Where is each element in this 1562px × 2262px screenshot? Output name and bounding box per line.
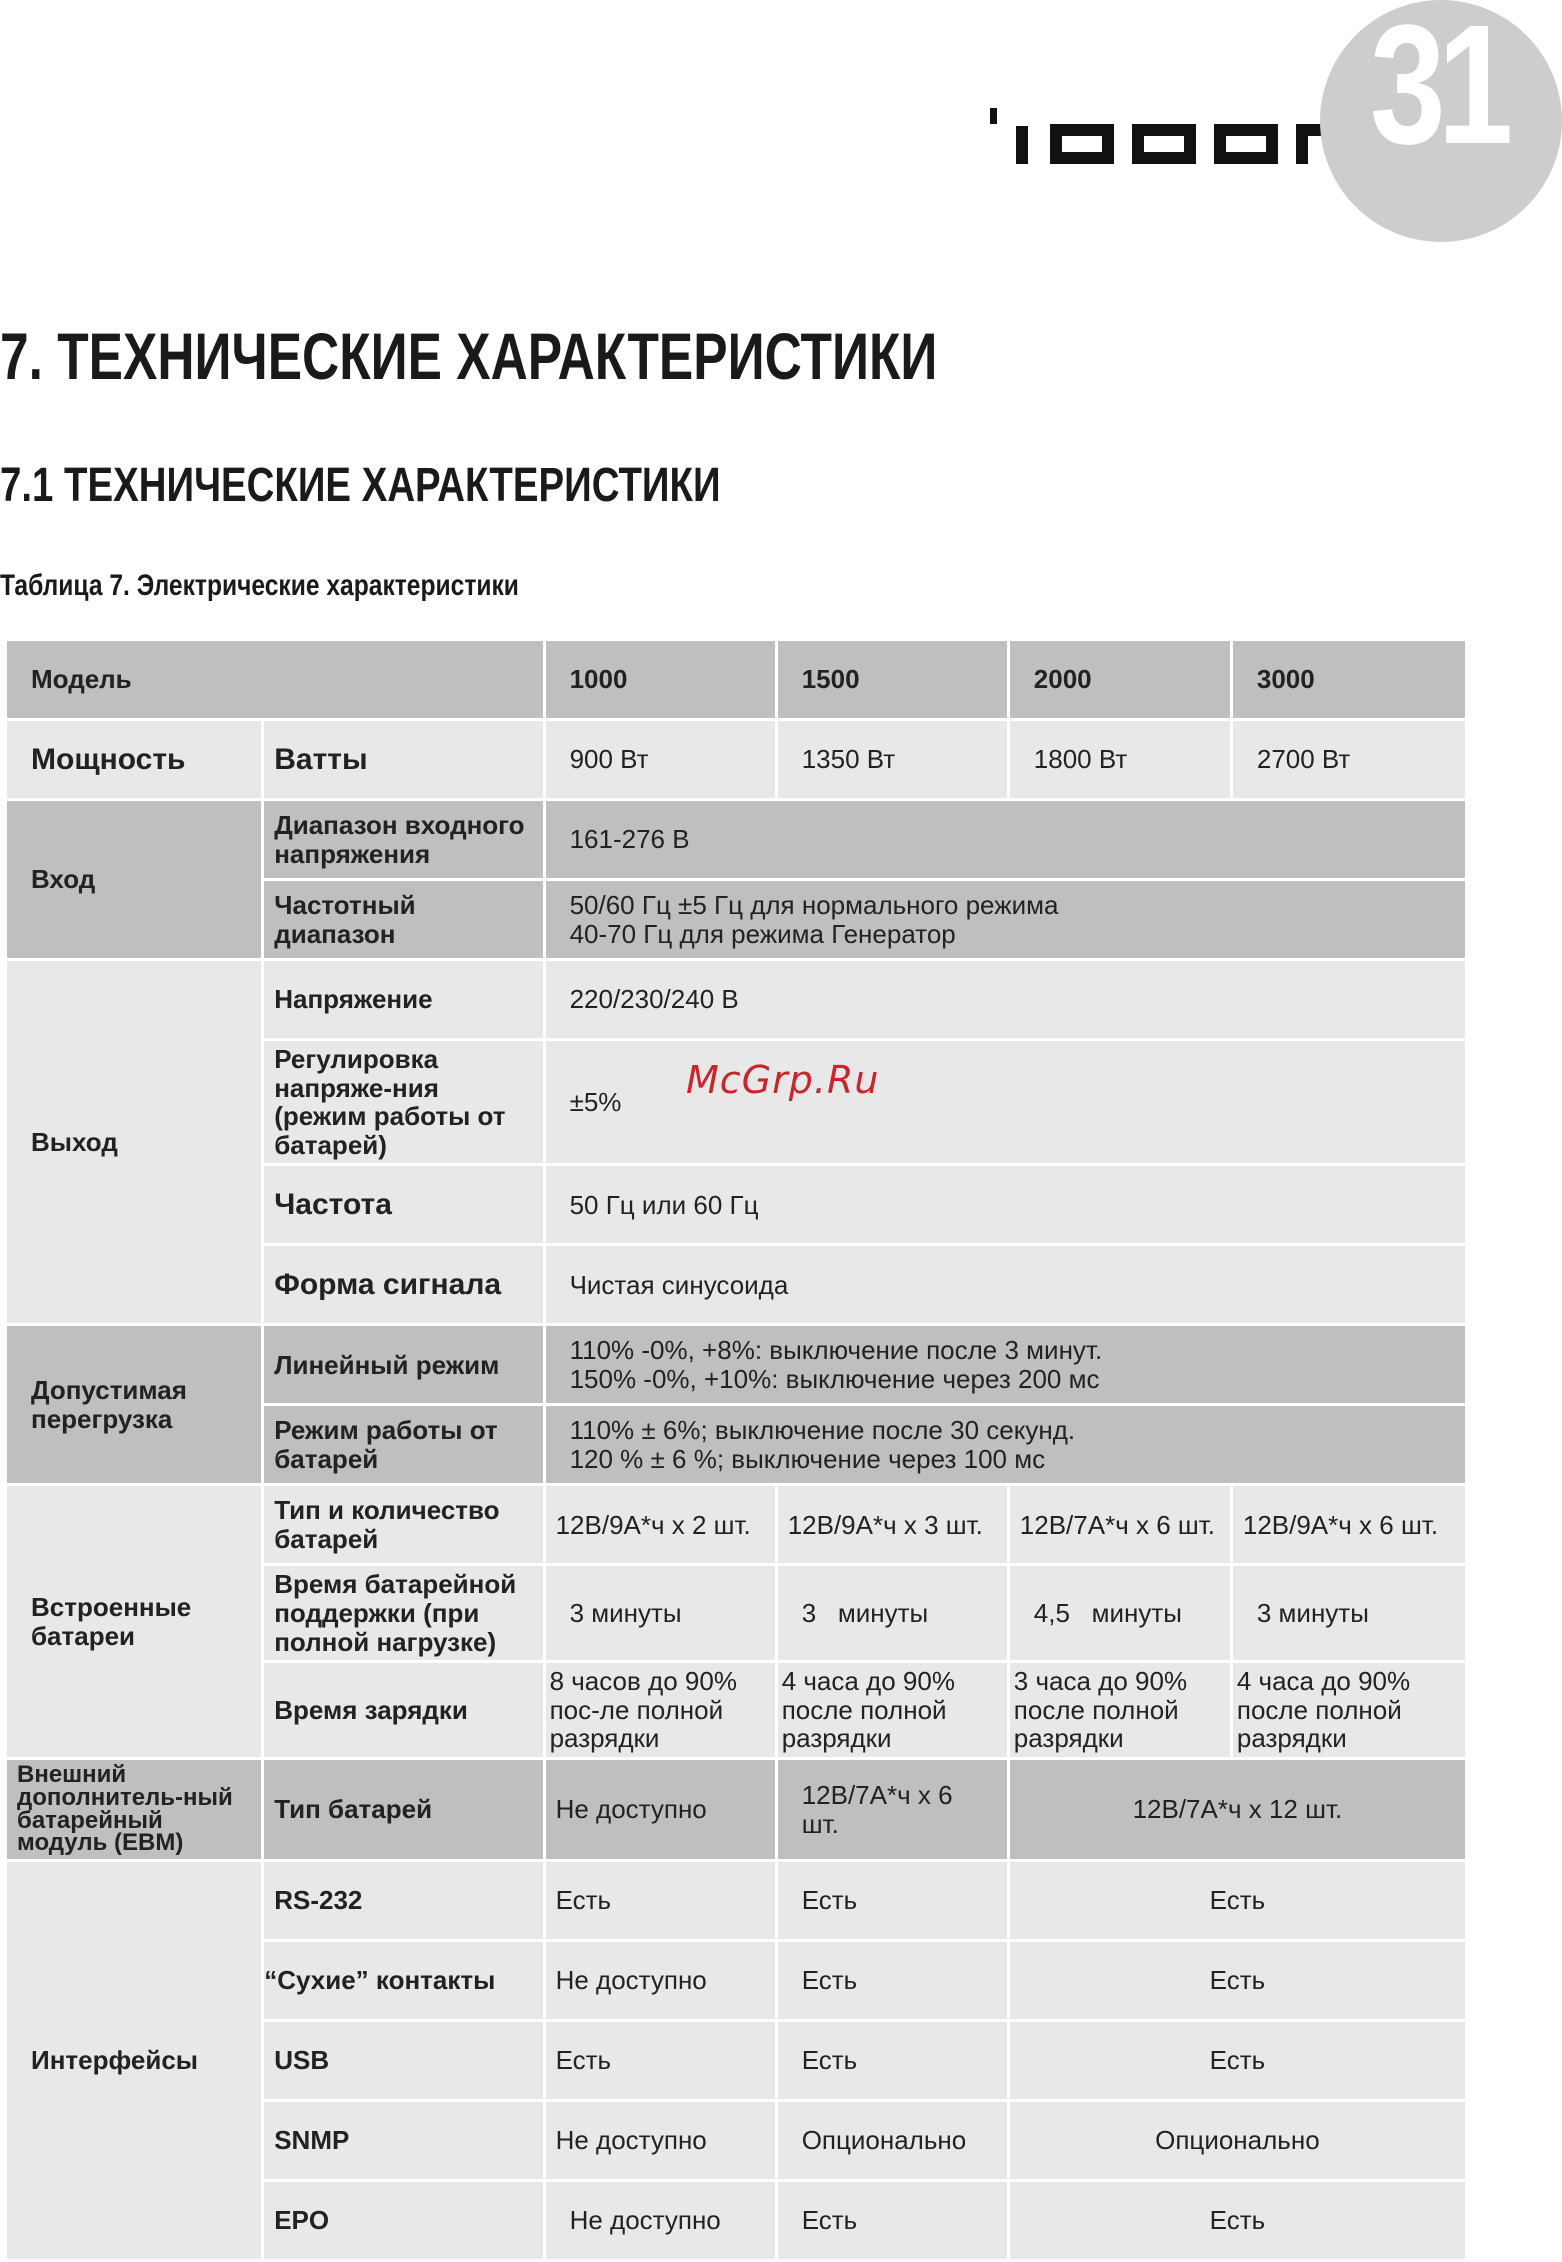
output-waveform-param: Форма сигнала bbox=[263, 1245, 544, 1325]
batteries-group: Встроенные батареи bbox=[6, 1485, 263, 1759]
ebm-param: Тип батарей bbox=[263, 1758, 544, 1860]
overload-battery-line-1: 110% ± 6%; выключение после 30 секунд. bbox=[569, 1415, 1076, 1446]
model-3000: 3000 bbox=[1231, 640, 1466, 720]
table-row-ebm bbox=[6, 1758, 1467, 1860]
table-caption: Таблица 7. Электрические характеристики bbox=[0, 569, 519, 602]
input-voltage-value: 161-276 В bbox=[544, 800, 1466, 880]
overload-line-param: Линейный режим bbox=[263, 1325, 544, 1405]
output-voltage-value: 220/230/240 В bbox=[544, 960, 1466, 1040]
model-2000: 2000 bbox=[1008, 640, 1231, 720]
battery-backup-3000: 3 минуты bbox=[1231, 1565, 1466, 1662]
rs232-1000: Есть bbox=[544, 1861, 776, 1941]
battery-charge-2000: 3 часа до 90% после полной разрядки bbox=[1008, 1662, 1231, 1759]
ebm-group: Внешний дополнитель-ный батарейный модуль (EBM) bbox=[6, 1758, 263, 1860]
input-freq-param: Частотный диапазон bbox=[263, 880, 544, 960]
output-regulation-value: ±5% bbox=[544, 1040, 1466, 1165]
battery-type-1000: 12В/9А*ч х 2 шт. bbox=[544, 1485, 776, 1565]
snmp-1500: Опционально bbox=[776, 2101, 1008, 2181]
overload-line-1: 110% -0%, +8%: выключение после 3 минут. bbox=[569, 1335, 1103, 1366]
input-freq-line-1: 50/60 Гц ±5 Гц для нормального режима bbox=[569, 889, 1059, 920]
input-voltage-param: Диапазон входного напряжения bbox=[263, 800, 544, 880]
overload-line-2: 150% -0%, +10%: выключение через 200 мс bbox=[569, 1363, 1100, 1394]
overload-battery-value bbox=[544, 1405, 1466, 1485]
usb-1500: Есть bbox=[776, 2021, 1008, 2101]
dry-contacts-2000-3000: Есть bbox=[1008, 1941, 1466, 2021]
overload-line-value bbox=[544, 1325, 1466, 1405]
dry-contacts-param: “Сухие” контакты bbox=[263, 1941, 544, 2021]
rs232-2000-3000: Есть bbox=[1008, 1861, 1466, 1941]
overload-group: Допустимая перегрузка bbox=[6, 1325, 263, 1485]
snmp-param: SNMP bbox=[263, 2101, 544, 2181]
usb-1000: Есть bbox=[544, 2021, 776, 2101]
page-number: 31 bbox=[1370, 0, 1506, 180]
dry-contacts-1000: Не доступно bbox=[544, 1941, 776, 2021]
battery-type-3000: 12В/9А*ч х 6 шт. bbox=[1231, 1485, 1466, 1565]
input-group: Вход bbox=[6, 800, 263, 960]
battery-charge-1500: 4 часа до 90% после полной разрядки bbox=[776, 1662, 1008, 1759]
battery-charge-param: Время зарядки bbox=[263, 1662, 544, 1759]
table-row-power bbox=[6, 720, 1467, 800]
battery-charge-3000: 4 часа до 90% после полной разрядки bbox=[1231, 1662, 1466, 1759]
table-row-model bbox=[6, 640, 1467, 720]
power-1500: 1350 Вт bbox=[776, 720, 1008, 800]
snmp-1000: Не доступно bbox=[544, 2101, 776, 2181]
usb-2000-3000: Есть bbox=[1008, 2021, 1466, 2101]
battery-backup-2000: 4,5 минуты bbox=[1008, 1565, 1231, 1662]
power-param: Ватты bbox=[263, 720, 544, 800]
model-1000: 1000 bbox=[544, 640, 776, 720]
table-row-overload-line bbox=[6, 1325, 1467, 1405]
ebm-1500: 12В/7А*ч х 6 шт. bbox=[776, 1758, 1008, 1860]
output-waveform-value: Чистая синусоида bbox=[544, 1245, 1466, 1325]
ebm-2000-3000: 12В/7А*ч х 12 шт. bbox=[1008, 1758, 1466, 1860]
power-1000: 900 Вт bbox=[544, 720, 776, 800]
electrical-specs-table bbox=[4, 638, 1468, 2262]
overload-battery-line-2: 120 % ± 6 %; выключение через 100 мс bbox=[569, 1443, 1046, 1474]
epo-1000: Не доступно bbox=[544, 2181, 776, 2261]
rs232-param: RS-232 bbox=[263, 1861, 544, 1941]
table-row-input-voltage bbox=[6, 800, 1467, 880]
watermark: McGrp.Ru bbox=[686, 1058, 880, 1102]
output-regulation-param: Регулировка напряже-ния (режим работы от батарей) bbox=[263, 1040, 544, 1165]
rs232-1500: Есть bbox=[776, 1861, 1008, 1941]
subsection-title: 7.1 ТЕХНИЧЕСКИЕ ХАРАКТЕРИСТИКИ bbox=[0, 459, 721, 512]
battery-backup-1000: 3 минуты bbox=[544, 1565, 776, 1662]
table-row-rs232 bbox=[6, 1861, 1467, 1941]
battery-charge-1000: 8 часов до 90% пос-ле полной разрядки bbox=[544, 1662, 776, 1759]
model-header: Модель bbox=[6, 640, 545, 720]
input-freq-line-2: 40-70 Гц для режима Генератор bbox=[569, 918, 956, 949]
input-freq-value bbox=[544, 880, 1466, 960]
battery-type-2000: 12В/7А*ч х 6 шт. bbox=[1008, 1485, 1231, 1565]
power-3000: 2700 Вт bbox=[1231, 720, 1466, 800]
battery-backup-1500: 3 минуты bbox=[776, 1565, 1008, 1662]
epo-param: EPO bbox=[263, 2181, 544, 2261]
output-frequency-value: 50 Гц или 60 Гц bbox=[544, 1165, 1466, 1245]
usb-param: USB bbox=[263, 2021, 544, 2101]
battery-type-param: Тип и количество батарей bbox=[263, 1485, 544, 1565]
battery-backup-param: Время батарейной поддержки (при полной нагрузке) bbox=[263, 1565, 544, 1662]
epo-2000-3000: Есть bbox=[1008, 2181, 1466, 2261]
table-row-output-voltage bbox=[6, 960, 1467, 1040]
model-1500: 1500 bbox=[776, 640, 1008, 720]
section-title: 7. ТЕХНИЧЕСКИЕ ХАРАКТЕРИСТИКИ bbox=[0, 319, 938, 393]
snmp-2000-3000: Опционально bbox=[1008, 2101, 1466, 2181]
table-row-battery-type bbox=[6, 1485, 1467, 1565]
power-group: Мощность bbox=[6, 720, 263, 800]
overload-battery-param: Режим работы от батарей bbox=[263, 1405, 544, 1485]
output-voltage-param: Напряжение bbox=[263, 960, 544, 1040]
epo-1500: Есть bbox=[776, 2181, 1008, 2261]
dry-contacts-1500: Есть bbox=[776, 1941, 1008, 2021]
power-2000: 1800 Вт bbox=[1008, 720, 1231, 800]
battery-type-1500: 12В/9А*ч х 3 шт. bbox=[776, 1485, 1008, 1565]
interfaces-group: Интерфейсы bbox=[6, 1861, 263, 2261]
output-group: Выход bbox=[6, 960, 263, 1325]
ebm-1000: Не доступно bbox=[544, 1758, 776, 1860]
output-frequency-param: Частота bbox=[263, 1165, 544, 1245]
